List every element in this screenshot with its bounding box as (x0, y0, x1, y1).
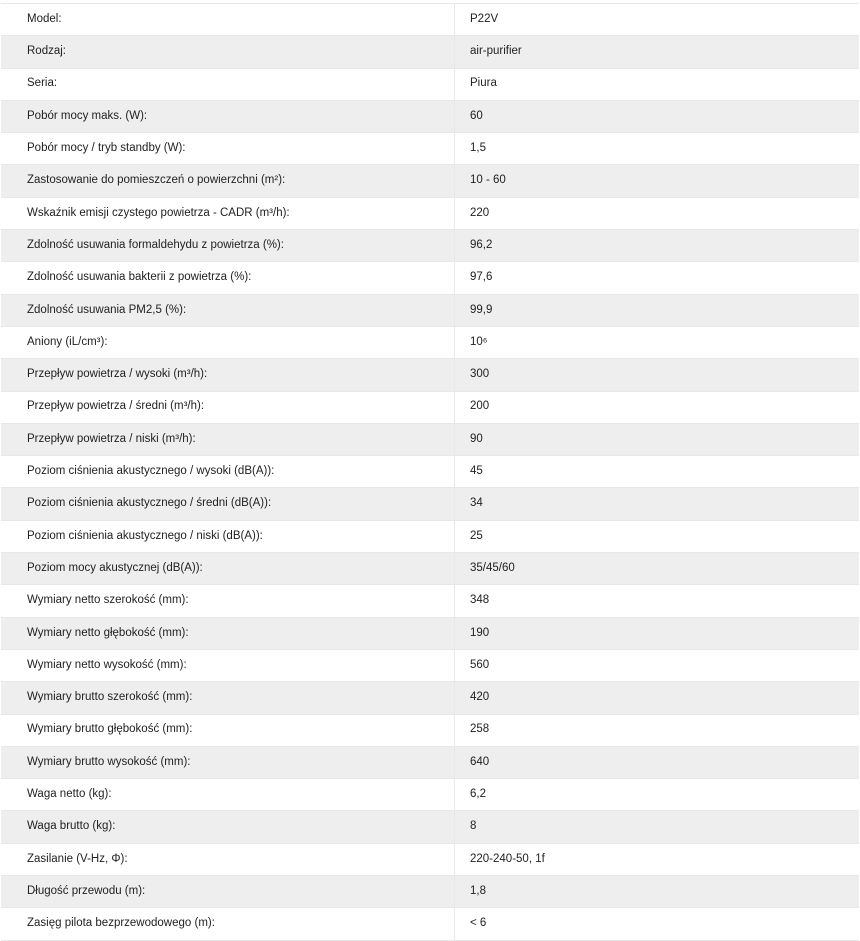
spec-label: Zasięg pilota bezprzewodowego (m): (1, 908, 455, 940)
spec-row-max-power (1, 100, 859, 132)
spec-label: Wymiary netto szerokość (mm): (1, 585, 455, 617)
spec-value: 300 (455, 359, 860, 391)
spec-row-net-width (1, 585, 859, 617)
spec-label: Rodzaj: (1, 36, 455, 68)
specification-table-body (1, 4, 859, 941)
spec-value: 45 (455, 456, 860, 488)
spec-value: 8 (455, 811, 860, 843)
spec-label: Zdolność usuwania bakterii z powietrza (%): (1, 262, 455, 294)
spec-value: 6,2 (455, 779, 860, 811)
spec-label: Aniony (iL/cm³): (1, 326, 455, 358)
spec-value: 10⁶ (455, 326, 860, 358)
spec-value: 97,6 (455, 262, 860, 294)
spec-row-airflow-low (1, 423, 859, 455)
spec-value: 99,9 (455, 294, 860, 326)
spec-label: Wskaźnik emisji czystego powietrza - CADR (m³/h): (1, 197, 455, 229)
spec-row-sound-pressure-low (1, 520, 859, 552)
spec-row-gross-width (1, 682, 859, 714)
spec-label: Pobór mocy / tryb standby (W): (1, 133, 455, 165)
spec-row-type (1, 36, 859, 68)
spec-value: 258 (455, 714, 860, 746)
spec-label: Poziom ciśnienia akustycznego / średni (dB(A)): (1, 488, 455, 520)
spec-label: Zastosowanie do pomieszczeń o powierzchni (m²): (1, 165, 455, 197)
spec-value: 1,8 (455, 876, 860, 908)
spec-label: Model: (1, 4, 455, 36)
spec-value: 348 (455, 585, 860, 617)
spec-row-cord-length (1, 876, 859, 908)
spec-value: 10 - 60 (455, 165, 860, 197)
spec-label: Waga brutto (kg): (1, 811, 455, 843)
spec-row-power-supply (1, 843, 859, 875)
spec-label: Przepływ powietrza / niski (m³/h): (1, 423, 455, 455)
spec-label: Długość przewodu (m): (1, 876, 455, 908)
spec-value: air-purifier (455, 36, 860, 68)
spec-label: Wymiary netto wysokość (mm): (1, 649, 455, 681)
spec-value: P22V (455, 4, 860, 36)
spec-value: 34 (455, 488, 860, 520)
spec-row-gross-weight (1, 811, 859, 843)
spec-value: 560 (455, 649, 860, 681)
spec-value: 90 (455, 423, 860, 455)
spec-row-gross-height (1, 746, 859, 778)
specification-table (1, 3, 859, 941)
spec-row-cadr (1, 197, 859, 229)
spec-row-formaldehyde-removal (1, 230, 859, 262)
spec-row-airflow-medium (1, 391, 859, 423)
spec-value: 190 (455, 617, 860, 649)
spec-row-sound-power (1, 553, 859, 585)
spec-label: Seria: (1, 68, 455, 100)
spec-value: 60 (455, 100, 860, 132)
spec-label: Wymiary netto głębokość (mm): (1, 617, 455, 649)
spec-row-remote-range (1, 908, 859, 940)
spec-label: Przepływ powietrza / średni (m³/h): (1, 391, 455, 423)
spec-label: Wymiary brutto głębokość (mm): (1, 714, 455, 746)
spec-value: < 6 (455, 908, 860, 940)
spec-value: Piura (455, 68, 860, 100)
spec-value: 200 (455, 391, 860, 423)
spec-value: 35/45/60 (455, 553, 860, 585)
spec-label: Poziom ciśnienia akustycznego / niski (dB(A)): (1, 520, 455, 552)
spec-row-net-height (1, 649, 859, 681)
spec-value: 96,2 (455, 230, 860, 262)
spec-label: Zdolność usuwania formaldehydu z powietrza (%): (1, 230, 455, 262)
spec-row-gross-depth (1, 714, 859, 746)
spec-label: Pobór mocy maks. (W): (1, 100, 455, 132)
spec-label: Poziom ciśnienia akustycznego / wysoki (dB(A)): (1, 456, 455, 488)
spec-row-airflow-high (1, 359, 859, 391)
spec-row-net-depth (1, 617, 859, 649)
spec-row-standby-power (1, 133, 859, 165)
spec-row-sound-pressure-medium (1, 488, 859, 520)
spec-value: 1,5 (455, 133, 860, 165)
spec-label: Przepływ powietrza / wysoki (m³/h): (1, 359, 455, 391)
spec-label: Zasilanie (V-Hz, Φ): (1, 843, 455, 875)
spec-row-pm25-removal (1, 294, 859, 326)
spec-value: 25 (455, 520, 860, 552)
spec-label: Wymiary brutto szerokość (mm): (1, 682, 455, 714)
spec-value: 640 (455, 746, 860, 778)
spec-label: Poziom mocy akustycznej (dB(A)): (1, 553, 455, 585)
spec-row-sound-pressure-high (1, 456, 859, 488)
spec-row-series (1, 68, 859, 100)
spec-row-room-area (1, 165, 859, 197)
spec-value: 220 (455, 197, 860, 229)
spec-row-net-weight (1, 779, 859, 811)
spec-row-anions (1, 326, 859, 358)
spec-value: 420 (455, 682, 860, 714)
spec-label: Zdolność usuwania PM2,5 (%): (1, 294, 455, 326)
spec-label: Waga netto (kg): (1, 779, 455, 811)
spec-row-model (1, 4, 859, 36)
spec-row-bacteria-removal (1, 262, 859, 294)
spec-label: Wymiary brutto wysokość (mm): (1, 746, 455, 778)
spec-value: 220-240-50, 1f (455, 843, 860, 875)
